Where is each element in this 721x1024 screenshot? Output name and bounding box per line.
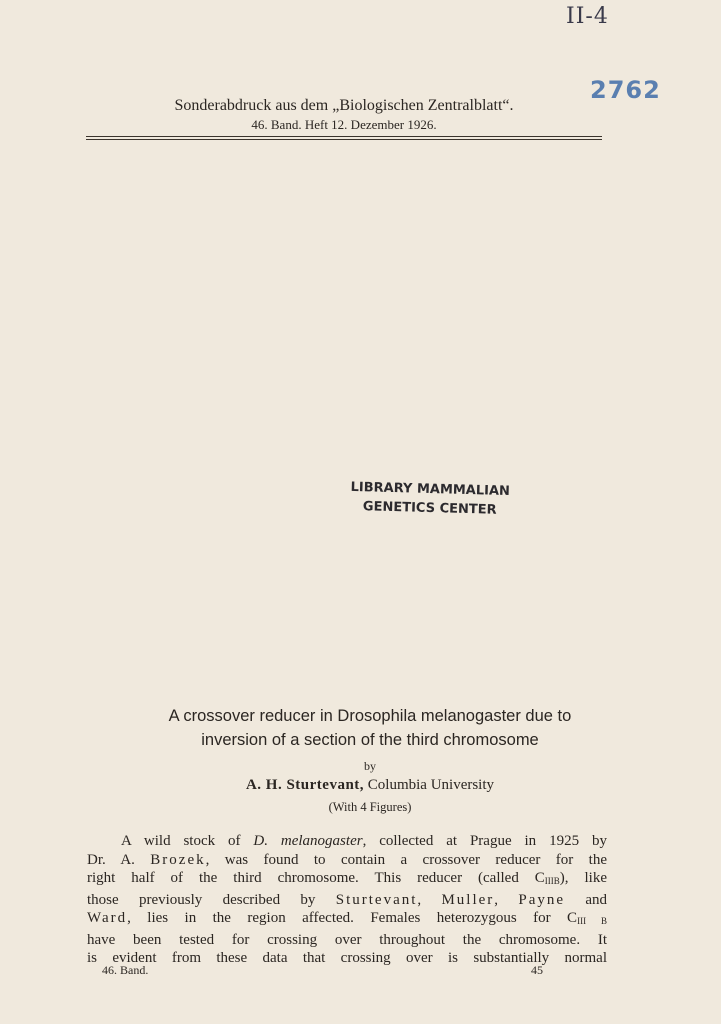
- article-body: [87, 832, 607, 968]
- body-line: A wild stock of D. melanogaster, collected at Prague in 1925 by: [121, 833, 607, 849]
- article-title: [70, 704, 670, 752]
- person-name: Sturtevant: [335, 891, 418, 908]
- subscript: IIIB: [544, 876, 560, 886]
- body-line: right half of the third chromosome. This reducer (called $C_{IIIB}$), like: [87, 870, 607, 886]
- body-line: have been tested for crossing over throughout the chromosome. It: [87, 931, 607, 948]
- person-name: Brozek: [150, 851, 206, 868]
- byline-by: by: [364, 759, 376, 773]
- body-line: Dr. A. Brozek, was found to contain a crossover reducer for the: [87, 851, 607, 868]
- accession-number-stamp: 2762: [590, 76, 661, 104]
- species-name: D. melanogaster: [253, 833, 363, 849]
- body-line: Ward, lies in the region affected. Females heterozygous for $C_{III B}$: [87, 910, 607, 926]
- header-source-line: Sonderabdruck aus dem „Biologischen Zentralblatt“.: [174, 97, 514, 114]
- author-line: [70, 777, 670, 794]
- header-issue-line: 46. Band. Heft 12. Dezember 1926.: [251, 117, 437, 132]
- library-stamp-line1: LIBRARY MAMMALIAN: [350, 479, 511, 500]
- body-line: is evident from these data that crossing over is substantially normal: [87, 950, 607, 966]
- footer-volume: 46. Band.: [102, 963, 149, 977]
- person-name: Muller: [441, 891, 495, 908]
- person-name: Ward: [87, 910, 128, 926]
- header-rule-bottom: [86, 139, 602, 140]
- figures-note: (With 4 Figures): [328, 800, 412, 814]
- header-rule-top: [86, 136, 602, 137]
- author-name: A. H. Sturtevant,: [245, 777, 365, 793]
- person-name: Payne: [518, 891, 566, 908]
- body-line: those previously described by Sturtevant, Muller, Payne and: [87, 891, 608, 908]
- article-title-line2: inversion of a section of the third chromosome: [201, 731, 539, 749]
- library-stamp-line2: GENETICS CENTER: [362, 499, 497, 518]
- handwritten-annotation: II-4: [566, 4, 609, 29]
- subscript: III B: [577, 916, 607, 926]
- author-affiliation: Columbia University: [364, 777, 495, 793]
- page-number: 45: [531, 963, 543, 977]
- library-stamp: [330, 477, 531, 520]
- article-title-line1: A crossover reducer in Drosophila melanogaster due to: [168, 707, 572, 725]
- reprint-header: [86, 96, 602, 134]
